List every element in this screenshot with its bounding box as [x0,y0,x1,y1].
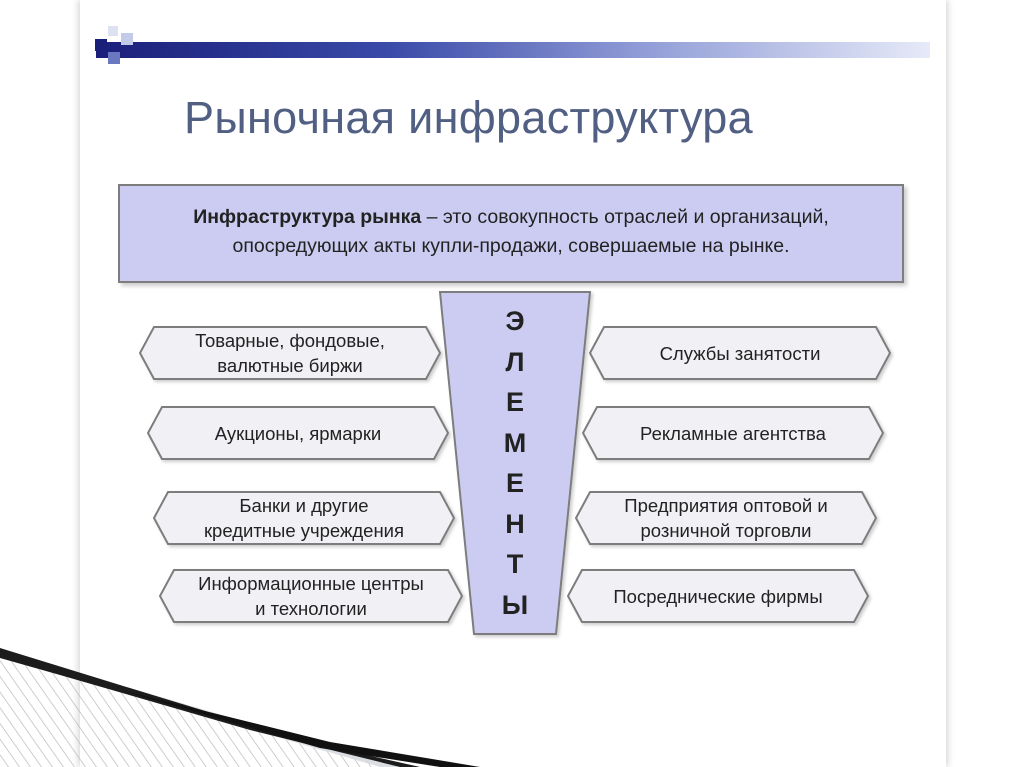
left-item-label-1 [140,327,440,379]
right-item-line1-2: Рекламные агентства [640,422,826,444]
center-letter-7: Т [506,549,524,579]
center-letter-1: Э [505,306,525,336]
left-item-text-3 [204,493,404,543]
left-item-line1-3: Банки и другие [239,495,369,516]
definition-line-2: опосредующих акты купли-продажи, совершаемые на рынке. [232,235,790,257]
left-item-line1-2: Аукционы, ярмарки [214,422,382,444]
right-item-line1-3: Предприятия оптовой и [624,495,828,516]
page-corner-decoration [0,630,480,767]
right-item-label-2 [583,407,883,459]
definition-term: Инфраструктура рынка [193,206,422,228]
right-item-label-1 [590,327,890,379]
right-item-line1-1: Службы занятости [659,342,821,364]
center-letter-2: Л [505,346,525,377]
left-item-label-2 [148,407,448,459]
left-item-label-3 [154,492,454,544]
right-item-text-3 [624,493,827,543]
right-item-label-3 [576,492,876,544]
right-item-label-4 [568,570,868,622]
right-item-text-1 [660,341,821,366]
left-item-text-4 [198,571,424,621]
page-title: Рыночная инфраструктура [184,92,753,143]
right-item-text-2 [640,421,826,446]
center-letter-4: М [503,427,527,458]
right-item-line1-4: Посреднические фирмы [613,585,823,607]
center-letter-6: Н [505,508,525,539]
center-letter-8: Ы [501,589,529,620]
right-item-line2-3: розничной торговли [640,520,812,541]
center-letter-3: Е [505,387,524,417]
left-item-line1-1: Товарные, фондовые, [195,330,385,351]
left-item-line1-4: Информационные центры [198,573,424,594]
left-item-text-2 [215,421,382,446]
left-item-line2-1: валютные биржи [217,355,363,376]
left-item-label-4 [160,570,462,622]
left-item-text-1 [195,328,385,378]
center-letter-5: Е [505,468,524,498]
definition-text-1: – это совокупность отраслей и организаций, [421,206,829,228]
right-item-text-4 [613,584,822,609]
left-item-line2-4: и технологии [255,598,367,619]
left-item-line2-3: кредитные учреждения [203,520,405,541]
